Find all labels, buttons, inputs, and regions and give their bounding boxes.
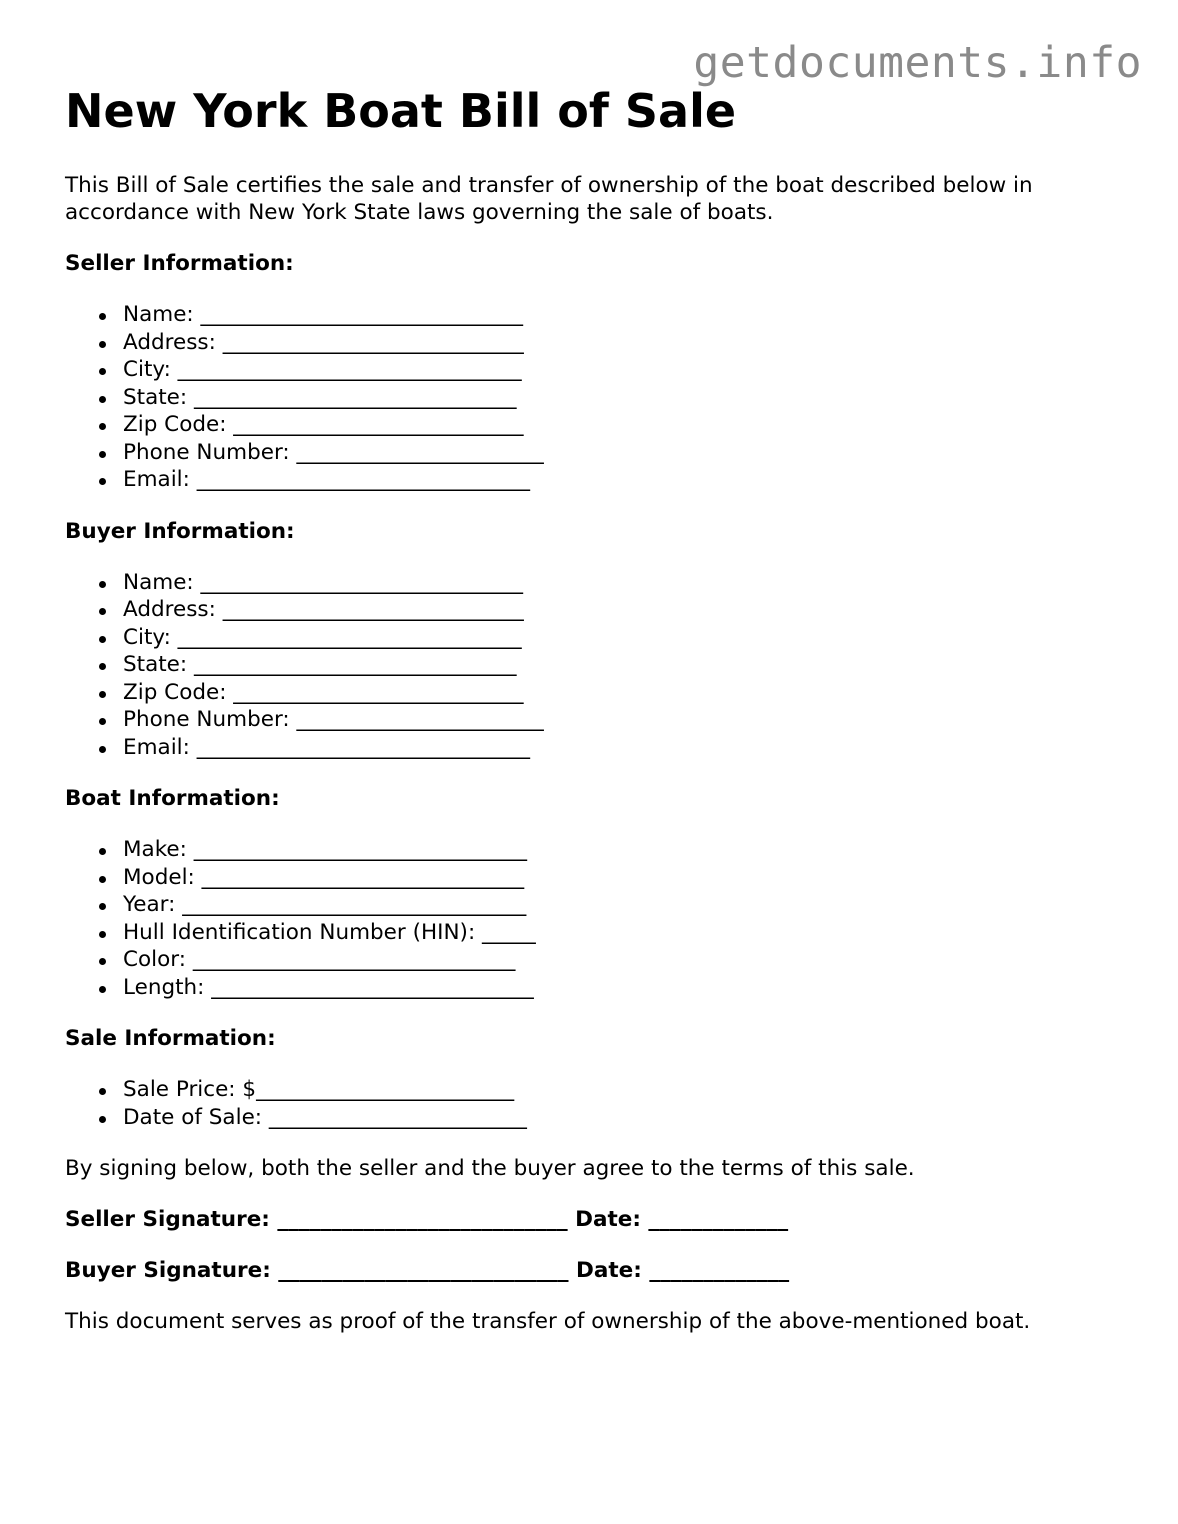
boat-color-field: Color: ______________________________ [99, 946, 1135, 974]
page-title: New York Boat Bill of Sale [65, 84, 737, 138]
boat-length-field: Length: ______________________________ [99, 974, 1135, 1002]
seller-section-heading: Seller Information: [65, 251, 294, 276]
sale-field-list [99, 1076, 1135, 1131]
seller-phone-field: Phone Number: _______________________ [99, 439, 1135, 467]
buyer-zip-field: Zip Code: ___________________________ [99, 679, 1135, 707]
boat-year-field: Year: ________________________________ [99, 891, 1135, 919]
sale-section-heading: Sale Information: [65, 1026, 276, 1051]
closing-paragraph: This document serves as proof of the transfer of ownership of the above-mentioned boat. [65, 1309, 1031, 1334]
buyer-phone-field: Phone Number: _______________________ [99, 706, 1135, 734]
boat-make-field: Make: _______________________________ [99, 836, 1135, 864]
seller-name-field: Name: ______________________________ [99, 301, 1135, 329]
buyer-email-field: Email: _______________________________ [99, 734, 1135, 762]
boat-model-field: Model: ______________________________ [99, 864, 1135, 892]
seller-state-field: State: ______________________________ [99, 384, 1135, 412]
boat-hin-field: Hull Identification Number (HIN): _____ [99, 919, 1135, 947]
buyer-field-list [99, 569, 1135, 762]
buyer-signature-line: Buyer Signature: ___________________________ Date: _____________ [65, 1258, 790, 1283]
seller-zip-field: Zip Code: ___________________________ [99, 411, 1135, 439]
buyer-name-field: Name: ______________________________ [99, 569, 1135, 597]
buyer-state-field: State: ______________________________ [99, 651, 1135, 679]
intro-paragraph: This Bill of Sale certifies the sale and transfer of ownership of the boat described below in accordance with New York State laws governing the sale of boats. [65, 173, 1033, 225]
document-body [65, 84, 1135, 1335]
seller-signature-line: Seller Signature: ___________________________ Date: _____________ [65, 1207, 789, 1232]
seller-address-field: Address: ____________________________ [99, 329, 1135, 357]
agreement-paragraph: By signing below, both the seller and the buyer agree to the terms of this sale. [65, 1156, 915, 1181]
seller-city-field: City: ________________________________ [99, 356, 1135, 384]
boat-field-list [99, 836, 1135, 1001]
boat-section-heading: Boat Information: [65, 786, 280, 811]
seller-field-list [99, 301, 1135, 494]
watermark: getdocuments.info [693, 38, 1142, 88]
sale-date-field: Date of Sale: ________________________ [99, 1104, 1135, 1132]
buyer-address-field: Address: ____________________________ [99, 596, 1135, 624]
seller-email-field: Email: _______________________________ [99, 466, 1135, 494]
buyer-city-field: City: ________________________________ [99, 624, 1135, 652]
buyer-section-heading: Buyer Information: [65, 518, 295, 544]
sale-price-field: Sale Price: $________________________ [99, 1076, 1135, 1104]
